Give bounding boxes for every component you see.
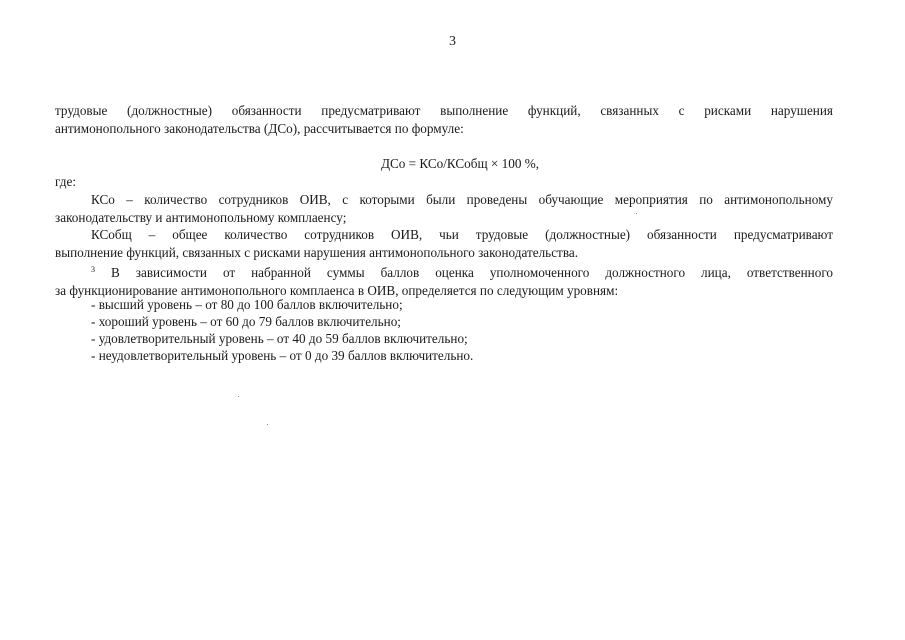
definition-ksobsch-line1: КСобщ – общее количество сотрудников ОИВ, чьи трудовые (должностные) обязанности предусматривают xyxy=(91,227,833,242)
definition-kso-line2: законодательству и антимонопольному комплаенсу; xyxy=(55,209,347,225)
footnote-3-line2: за функционирование антимонопольного комплаенса в ОИВ, определяется по следующим уровням: xyxy=(55,282,619,298)
definition-kso-line1: КСо – количество сотрудников ОИВ, с которыми были проведены обучающие мероприятия по антимонопольному xyxy=(91,192,833,207)
formula: ДСо = КСо/КСобщ × 100 %, xyxy=(380,156,540,171)
scan-speck xyxy=(267,424,268,425)
definition-ksobsch-line2: выполнение функций, связанных с рисками нарушения антимонопольного законодательства. xyxy=(55,244,579,260)
page-number: 3 xyxy=(449,34,456,49)
level-item-good: - хороший уровень – от 60 до 79 баллов включительно; xyxy=(91,314,401,329)
scan-speck xyxy=(636,213,637,214)
paragraph-intro-line2: антимонопольного законодательства (ДСо), рассчитывается по формуле: xyxy=(55,120,464,136)
levels-list xyxy=(91,296,473,364)
level-item-highest: - высший уровень – от 80 до 100 баллов включительно; xyxy=(91,297,403,312)
paragraph-intro xyxy=(55,102,833,137)
definition-kso xyxy=(55,191,833,226)
footnote-marker: 3 xyxy=(91,265,95,274)
footnote-3 xyxy=(55,261,833,299)
definition-ksobsch xyxy=(55,226,833,261)
level-item-satisfactory: - удовлетворительный уровень – от 40 до 59 баллов включительно; xyxy=(91,331,468,346)
footnote-3-line1 xyxy=(55,261,833,282)
where-label: где: xyxy=(55,174,76,189)
scan-speck xyxy=(238,396,239,397)
level-item-unsatisfactory: - неудовлетворительный уровень – от 0 до 39 баллов включительно. xyxy=(91,348,474,363)
paragraph-intro-line1: трудовые (должностные) обязанности предусматривают выполнение функций, связанных с рисками нарушения xyxy=(55,103,833,118)
footnote-3-line1-text: В зависимости от набранной суммы баллов оценка уполномоченного должностного лица, ответственного xyxy=(110,265,833,280)
